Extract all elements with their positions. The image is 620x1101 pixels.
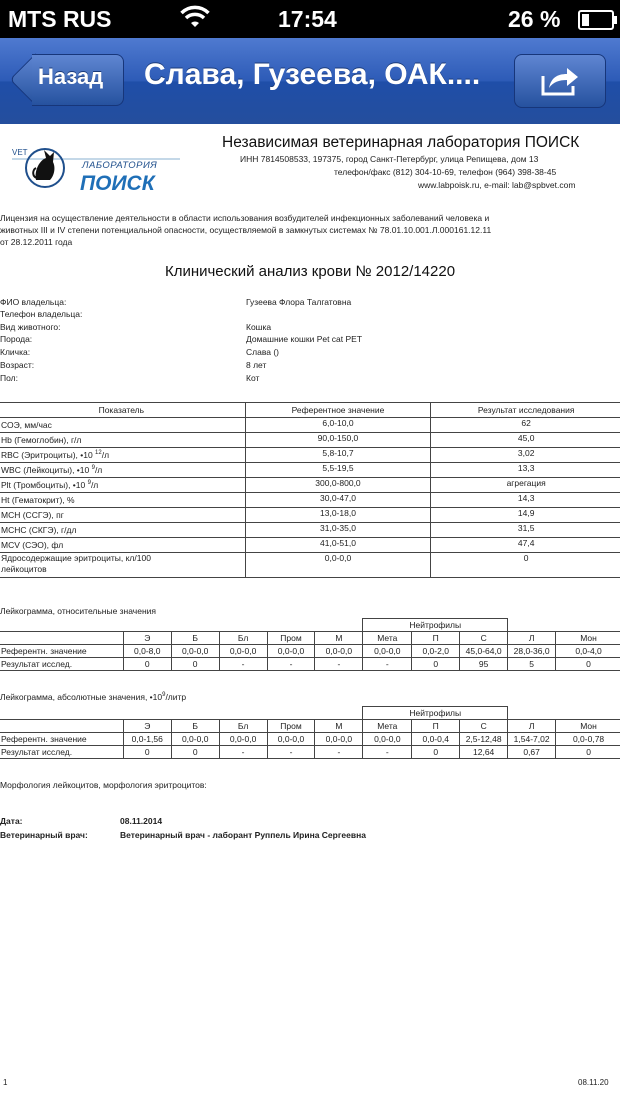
logo-name-text: ПОИСК [80, 172, 155, 195]
table-row: Результат исслед. 0 0 - - - - 0 95 5 0 [0, 658, 620, 671]
leukogram-relative-title: Лейкограмма, относительные значения [0, 606, 156, 616]
table-header-row: Э Б Бл Пром М Мета П С Л Мон [0, 632, 620, 645]
clock: 17:54 [278, 6, 337, 32]
table-row: Референтн. значение 0,0-8,0 0,0-0,0 0,0-0,0 0,0-0,0 0,0-0,0 0,0-0,0 0,0-2,0 45,0-64,0 28,0-36,0 0,0-4,0 [0, 645, 620, 658]
lab-logo [10, 134, 190, 194]
table-row: WBC (Лейкоциты), •10 $^9$/л 5,5-19,5 13,3 [0, 463, 620, 478]
logo-lab-text: ЛАБОРАТОРИЯ [82, 160, 158, 171]
back-button-label: Назад [38, 64, 104, 89]
table-header-row: Э Б Бл Пром М Мета П С Л Мон [0, 720, 620, 733]
table-row: MCV (СЭО), фл 41,0-51,0 47,4 [0, 538, 620, 553]
battery-percent: 26 % [508, 6, 561, 32]
table-row: Ht (Гематокрит), % 30,0-47,0 14,3 [0, 493, 620, 508]
vet-row: Ветеринарный врач: Ветеринарный врач - лаборант Руппель Ирина Сергеевна [0, 830, 366, 840]
license-text: Лицензия на осуществление деятельности в области использования возбудителей инфекционных заболеваний человека и животных III и IV степени потенциальной опасности, осуществляемой в замкнутых системах № 78.01.10.001.Л.000161.12.11 от 28.12.2011 года [0, 213, 492, 247]
table-group-row: Нейтрофилы [0, 707, 620, 720]
table-row: Plt (Тромбоциты), •10 $^9$/л 300,0-800,0 агрегация [0, 478, 620, 493]
table-row: Результат исслед. 0 0 - - - - 0 12,64 0,67 0 [0, 746, 620, 759]
results-table [0, 402, 620, 578]
battery-icon [578, 10, 614, 30]
page-number: 1 [3, 1078, 8, 1087]
logo-vet-text: VET [12, 148, 28, 157]
leukogram-relative-table [0, 618, 620, 671]
share-button[interactable] [514, 54, 606, 108]
table-row: Референтн. значение 0,0-1,56 0,0-0,0 0,0-0,0 0,0-0,0 0,0-0,0 0,0-0,0 0,0-0,4 2,5-12,48 1,54-7,02 0,0-0,78 [0, 733, 620, 746]
status-bar [0, 0, 620, 38]
back-button[interactable] [14, 54, 124, 106]
lab-name: Независимая ветеринарная лаборатория ПОИСК [222, 134, 580, 151]
analysis-title: Клинический анализ крови № 2012/14220 [164, 263, 456, 280]
morphology-label: Морфология лейкоцитов, морфология эритроцитов: [0, 780, 207, 790]
document-page[interactable]: VET ЛАБОРАТОРИЯ ПОИСК Независимая ветеринарная лаборатория ПОИСК ИНН 7814508533, 197375, город Санкт-Петербург, улица Репищева, дом 13 телефон/факс (812) 304-10-69, телефон (964) 398-38-45 www.labpoisk.ru, e-mail: lab@spbvet.com Лицензия на осуществление деятельности в области использования возбудителей инфекционных заболеваний человека и животных III и IV степени потенциальной опасности, осуществляемой в замкнутых системах № 78.01.10.001.Л.000161.12.11 от 28.12.2011 года Клинический анализ крови № 2012/14220 ФИО владельца: Гузеева Флора Талгатовна Телефон владельца: Вид животного: Кошка Порода: Домашние кошки Pet cat PET Кличка: Слава () Возраст: 8 лет Пол: Кот Показатель Референтное значение Результат исследования СОЭ, мм/час 6,0-10,0 62 Hb (Гемоглобин), г/л 90,0-150,0 45,0 RBC (Эритроциты), •10 $^{12}$/л 5,8-10,7 3,02 WBC (Лейкоциты), •10 $^9$/л 5,5-19,5 13,3 Plt (Тромбоциты), •10 $^9$/л 300,0-800,0 агрегация Ht (Гематокрит), % 30,0-47,0 14,3 MCH (ССГЭ), пг 13,0-18,0 14,9 MCHC (СКГЭ), г/дл 31,0-35,0 31,5 MCV (СЭО), фл 41,0-51,0 47,4 Ядросодержащие эритроциты, кл/100 лейкоцитов 0,0-0,0 0 Лейкограмма, относительные значения Нейтрофилы Э Б Бл Пром М Мета П С Л Мон Референтн. значение 0,0-8,0 0,0-0,0 0,0-0,0 0,0-0,0 0,0-0,0 0,0-0,0 0,0-2,0 45,0-64,0 28,0-36,0 0,0-4,0 Результат исслед. 0 0 - - - - 0 95 5 0 Лейкограмма, абсолютные значения, $•10^9$/литр Нейтрофилы Э Б Бл Пром М Мета П С Л Мон Референтн. значение 0,0-1,56 0,0-0,0 0,0-0,0 0,0-0,0 0,0-0,0 0,0-0,0 0,0-0,4 2,5-12,48 1,54-7,02 0,0-0,78 Результат исслед. 0 0 - - - - 0 12,64 0,67 0 Морфология лейкоцитов, морфология эритроцитов: Дата: 08.11.2014 Ветеринарный врач: Ветеринарный врач - лаборант Руппель Ирина Сергеевна 1 08.11.20 [0, 124, 620, 1101]
table-header-row: Показатель Референтное значение Результат исследования [0, 403, 620, 418]
carrier-name: MTS RUS [8, 6, 112, 32]
lab-phone: телефон/факс (812) 304-10-69, телефон (964) 398-38-45 [334, 167, 557, 177]
table-row: СОЭ, мм/час 6,0-10,0 62 [0, 418, 620, 433]
navigation-bar [0, 38, 620, 125]
share-icon [539, 64, 581, 98]
page-date: 08.11.20 [578, 1078, 609, 1087]
lab-web: www.labpoisk.ru, e-mail: lab@spbvet.com [418, 180, 576, 190]
leukogram-absolute-title: Лейкограмма, абсолютные значения, $•10^9$/литр [0, 692, 187, 702]
table-row: Hb (Гемоглобин), г/л 90,0-150,0 45,0 [0, 433, 620, 448]
table-group-row: Нейтрофилы [0, 619, 620, 632]
table-row: RBC (Эритроциты), •10 $^{12}$/л 5,8-10,7 3,02 [0, 448, 620, 463]
table-row: MCH (ССГЭ), пг 13,0-18,0 14,9 [0, 508, 620, 523]
leukogram-absolute-table [0, 706, 620, 759]
lab-address: ИНН 7814508533, 197375, город Санкт-Петербург, улица Репищева, дом 13 [240, 154, 539, 164]
table-row: Ядросодержащие эритроциты, кл/100 лейкоцитов 0,0-0,0 0 [0, 553, 620, 578]
table-row: MCHC (СКГЭ), г/дл 31,0-35,0 31,5 [0, 523, 620, 538]
wifi-icon [180, 4, 210, 36]
date-row: Дата: 08.11.2014 [0, 816, 163, 826]
page-title: Слава, Гузеева, ОАК.... [144, 58, 481, 91]
